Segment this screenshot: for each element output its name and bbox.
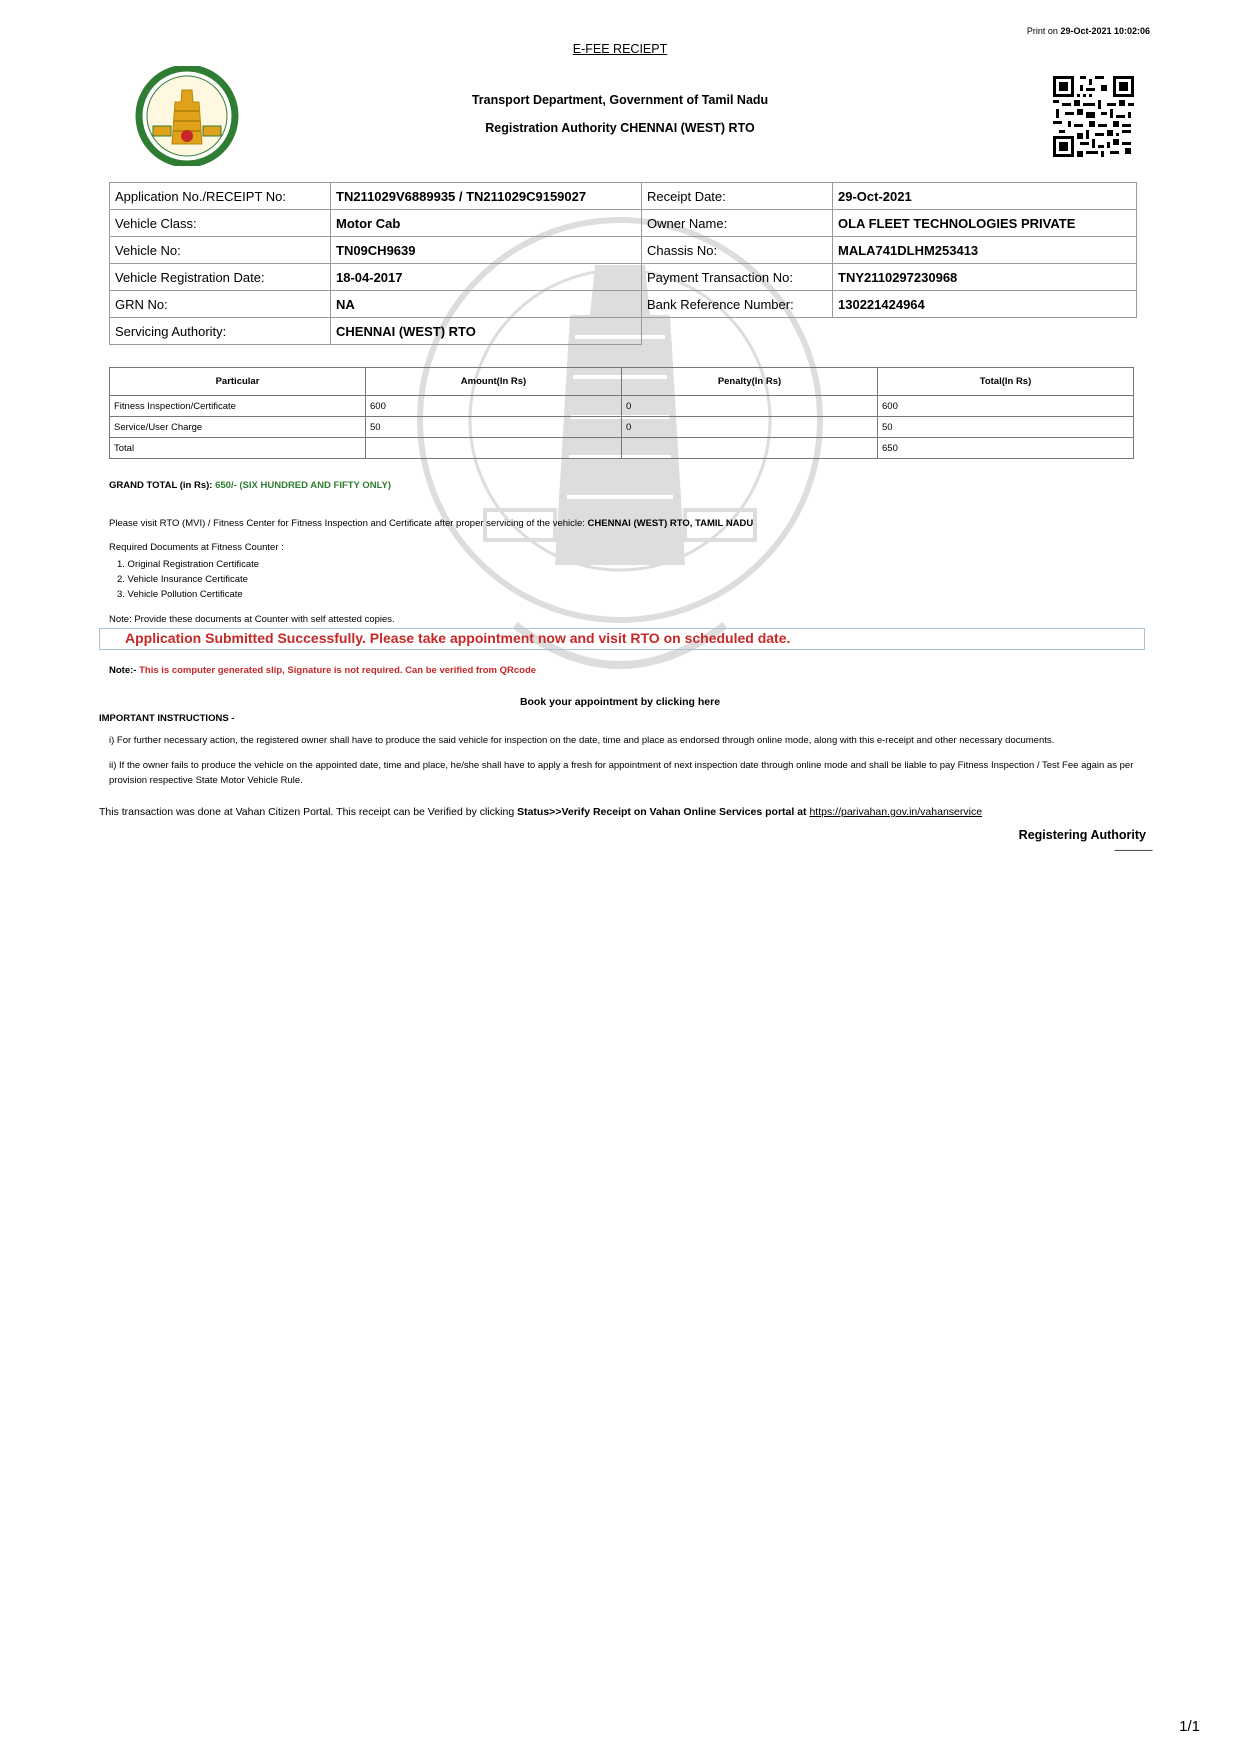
required-documents-list <box>117 557 259 602</box>
table-cell: 600 <box>366 396 622 417</box>
success-message: Application Submitted Successfully. Please take appointment now and visit RTO on scheduled date. <box>125 630 791 646</box>
department-title: Transport Department, Government of Tamil Nadu <box>471 93 769 107</box>
receipt-date-label: Receipt Date: <box>642 183 833 210</box>
grn-no-label: GRN No: <box>110 291 331 318</box>
table-cell: 50 <box>878 417 1134 438</box>
table-row <box>110 264 1137 291</box>
visit-location: CHENNAI (WEST) RTO, TAMIL NADU <box>587 518 754 529</box>
servicing-authority-value: CHENNAI (WEST) RTO <box>331 318 642 345</box>
receipt-date-value: 29-Oct-2021 <box>833 183 1137 210</box>
table-cell: Total <box>110 438 366 459</box>
book-appointment-link[interactable]: Book your appointment by clicking here <box>519 696 721 708</box>
table-cell: 0 <box>622 417 878 438</box>
list-item: 3. Vehicle Pollution Certificate <box>117 589 243 600</box>
bank-reference-label: Bank Reference Number: <box>642 291 833 318</box>
column-header: Penalty(In Rs) <box>622 368 878 396</box>
note-text: This is computer generated slip, Signature is not required. Can be verified from QRcode <box>139 665 537 676</box>
grand-total-label: GRAND TOTAL (in Rs): <box>109 480 213 491</box>
table-cell: 50 <box>366 417 622 438</box>
table-row <box>110 183 1137 210</box>
note-label: Note:- <box>109 665 137 676</box>
table-cell: 0 <box>622 396 878 417</box>
table-cell: 650 <box>878 438 1134 459</box>
table-row <box>110 318 1137 345</box>
application-no-label: Application No./RECEIPT No: <box>110 183 331 210</box>
list-item: 1. Original Registration Certificate <box>117 559 260 570</box>
fee-table <box>109 367 1134 459</box>
table-cell <box>366 438 622 459</box>
table-cell <box>622 438 878 459</box>
vehicle-no-value: TN09CH9639 <box>331 237 642 264</box>
transaction-info <box>99 806 982 818</box>
required-documents-title: Required Documents at Fitness Counter : <box>109 542 284 553</box>
table-cell: Service/User Charge <box>110 417 366 438</box>
important-instructions-title: IMPORTANT INSTRUCTIONS - <box>99 713 235 724</box>
registration-date-value: 18-04-2017 <box>331 264 642 291</box>
table-row <box>110 237 1137 264</box>
table-row <box>110 438 1134 459</box>
registration-date-label: Vehicle Registration Date: <box>110 264 331 291</box>
receipt-info-table <box>109 182 1137 345</box>
grand-total <box>109 480 391 491</box>
column-header: Total(In Rs) <box>878 368 1134 396</box>
column-header: Particular <box>110 368 366 396</box>
vehicle-class-value: Motor Cab <box>331 210 642 237</box>
transaction-bold: Status>>Verify Receipt on Vahan Online Services portal at <box>517 806 807 818</box>
print-timestamp <box>960 26 1150 36</box>
page-number: 1/1 <box>1179 1718 1200 1735</box>
owner-name-label: Owner Name: <box>642 210 833 237</box>
verify-link[interactable]: https://parivahan.gov.in/vahanservice <box>809 806 983 818</box>
grand-total-amount: 650/- (SIX HUNDRED AND FIFTY ONLY) <box>215 480 392 491</box>
visit-text: Please visit RTO (MVI) / Fitness Center for Fitness Inspection and Certificate after proper servicing of the vehicle: <box>109 518 585 529</box>
grn-no-value: NA <box>331 291 642 318</box>
tamil-nadu-emblem-icon <box>128 66 246 166</box>
visit-instruction <box>109 518 753 529</box>
computer-generated-note <box>109 665 536 676</box>
vehicle-no-label: Vehicle No: <box>110 237 331 264</box>
table-row <box>110 396 1134 417</box>
signature-line: ------------------- <box>1114 845 1152 855</box>
payment-transaction-label: Payment Transaction No: <box>642 264 833 291</box>
rto-title: Registration Authority CHENNAI (WEST) RTO <box>485 121 755 135</box>
qr-code-icon <box>1053 76 1134 157</box>
print-label: Print on <box>1026 26 1058 36</box>
chassis-no-label: Chassis No: <box>642 237 833 264</box>
receipt-title: E-FEE RECIEPT <box>572 42 668 56</box>
table-row <box>110 291 1137 318</box>
table-cell: 600 <box>878 396 1134 417</box>
column-header: Amount(In Rs) <box>366 368 622 396</box>
servicing-authority-label: Servicing Authority: <box>110 318 331 345</box>
payment-transaction-value: TNY2110297230968 <box>833 264 1137 291</box>
instruction-item: ii) If the owner fails to produce the vehicle on the appointed date, time and place, he/she shall have to apply a fresh for appointment of next inspection date through online mode and shall be liable to pay Fitness Inspection / Test Fee again as per provision respective State Motor Vehicle Rule. <box>109 760 1134 786</box>
empty-cell <box>642 318 1137 345</box>
table-row <box>110 210 1137 237</box>
instruction-item: i) For further necessary action, the registered owner shall have to produce the said vehicle for inspection on the date, time and place as endorsed through online mode, along with this e-receipt and other necessary documents. <box>109 735 1055 746</box>
documents-note: Note: Provide these documents at Counter with self attested copies. <box>109 614 395 625</box>
print-datetime: 29-Oct-2021 10:02:06 <box>1060 26 1150 36</box>
chassis-no-value: MALA741DLHM253413 <box>833 237 1137 264</box>
list-item: 2. Vehicle Insurance Certificate <box>117 574 248 585</box>
owner-name-value: OLA FLEET TECHNOLOGIES PRIVATE <box>833 210 1137 237</box>
table-row <box>110 417 1134 438</box>
bank-reference-value: 130221424964 <box>833 291 1137 318</box>
fee-table-header <box>110 368 1134 396</box>
vehicle-class-label: Vehicle Class: <box>110 210 331 237</box>
transaction-text: This transaction was done at Vahan Citizen Portal. This receipt can be Verified by clicking <box>99 806 515 818</box>
application-no-value: TN211029V6889935 / TN211029C9159027 <box>331 183 642 210</box>
registering-authority-label: Registering Authority <box>1018 828 1146 842</box>
table-cell: Fitness Inspection/Certificate <box>110 396 366 417</box>
